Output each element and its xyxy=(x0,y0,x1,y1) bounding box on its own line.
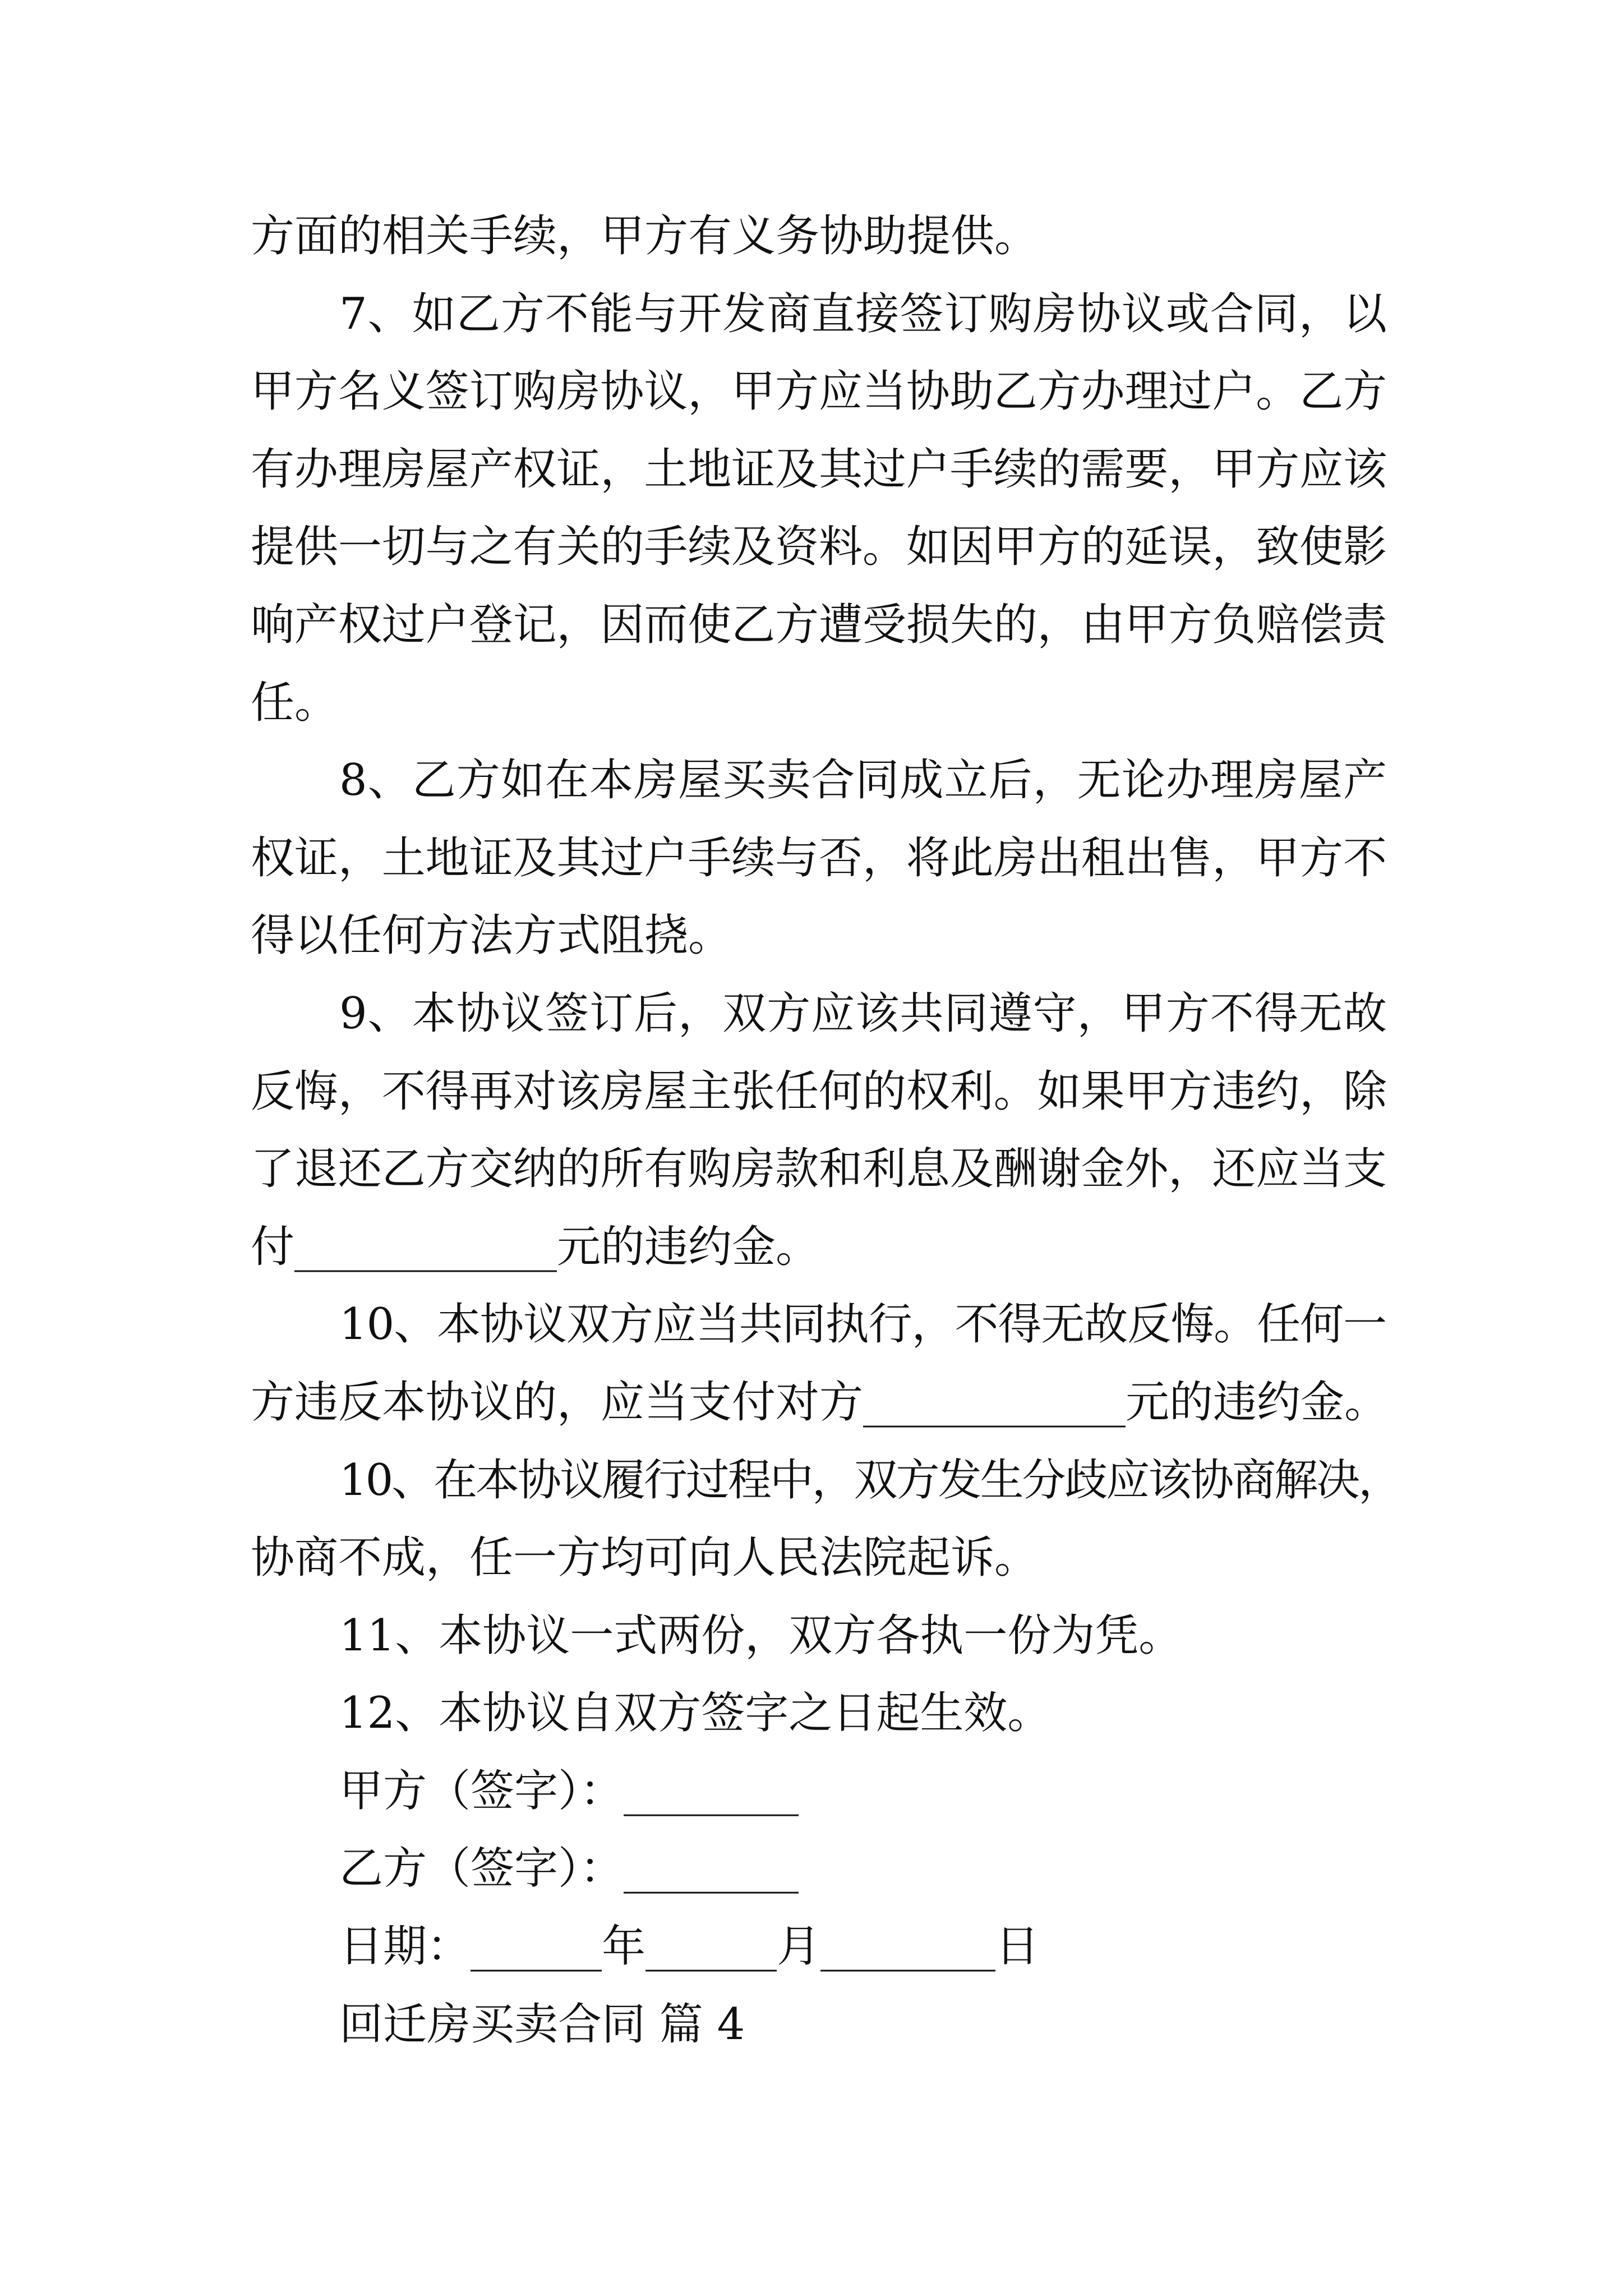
text-line: 提供一切与之有关的手续及资料。如因甲方的延误，致使影 xyxy=(251,522,1387,573)
text-line: 10、本协议双方应当共同执行，不得无故反悔。任何一 xyxy=(339,1299,1386,1350)
clause-10-b xyxy=(251,1442,1484,1597)
text-line: 协商不成，任一方均可向人民法院起诉。 xyxy=(251,1533,1039,1584)
clause-7 xyxy=(251,275,1484,742)
text-line: 任。 xyxy=(251,677,339,728)
text-line: 得以任何方法方式阻挠。 xyxy=(251,910,732,961)
clause-12 xyxy=(251,1674,1484,1752)
date-line: 日期：______年______月________日 xyxy=(339,1921,1040,1972)
text-line: 甲方名义签订购房协议，甲方应当协助乙方办理过户。乙方 xyxy=(251,366,1387,417)
text-line: 11、本协议一式两份，双方各执一份为凭。 xyxy=(339,1610,1183,1661)
clause-10-a xyxy=(251,1286,1484,1441)
text-line: 了退还乙方交纳的所有购房款和利息及酬谢金外，还应当支 xyxy=(251,1144,1387,1195)
document-page xyxy=(251,197,1484,2063)
clause-6-continuation xyxy=(251,197,1484,275)
text-line: 反悔，不得再对该房屋主张任何的权利。如果甲方违约，除 xyxy=(251,1066,1387,1117)
text-line: 7、如乙方不能与开发商直接签订购房协议或合同，以 xyxy=(339,288,1388,339)
text-line: 响产权过户登记，因而使乙方遭受损失的，由甲方负赔偿责 xyxy=(251,599,1387,650)
text-line: 权证，土地证及其过户手续与否，将此房出租出售，甲方不 xyxy=(251,832,1387,884)
text-line: 9、本协议签订后，双方应该共同遵守，甲方不得无故 xyxy=(339,988,1388,1039)
section-title: 回迁房买卖合同 篇 4 xyxy=(339,1999,745,2050)
clause-8 xyxy=(251,742,1484,975)
party-b-signature-line: 乙方（签字）：________ xyxy=(339,1843,799,1894)
signature-block xyxy=(251,1752,1484,1986)
text-line: 有办理房屋产权证，土地证及其过户手续的需要，甲方应该 xyxy=(251,444,1387,495)
text-line: 8、乙方如在本房屋买卖合同成立后，无论办理房屋产 xyxy=(339,755,1388,806)
text-line: 10、在本协议履行过程中，双方发生分歧应该协商解决， xyxy=(339,1455,1400,1506)
text-line: 方违反本协议的，应当支付对方____________元的违约金。 xyxy=(251,1377,1389,1428)
text-line: 方面的相关手续，甲方有义务协助提供。 xyxy=(251,211,1039,261)
party-a-signature-line: 甲方（签字）：________ xyxy=(339,1765,799,1816)
text-line: 12、本协议自双方签字之日起生效。 xyxy=(339,1688,1052,1739)
text-line: 付____________元的违约金。 xyxy=(251,1221,820,1272)
clause-11 xyxy=(251,1597,1484,1675)
clause-9 xyxy=(251,975,1484,1286)
